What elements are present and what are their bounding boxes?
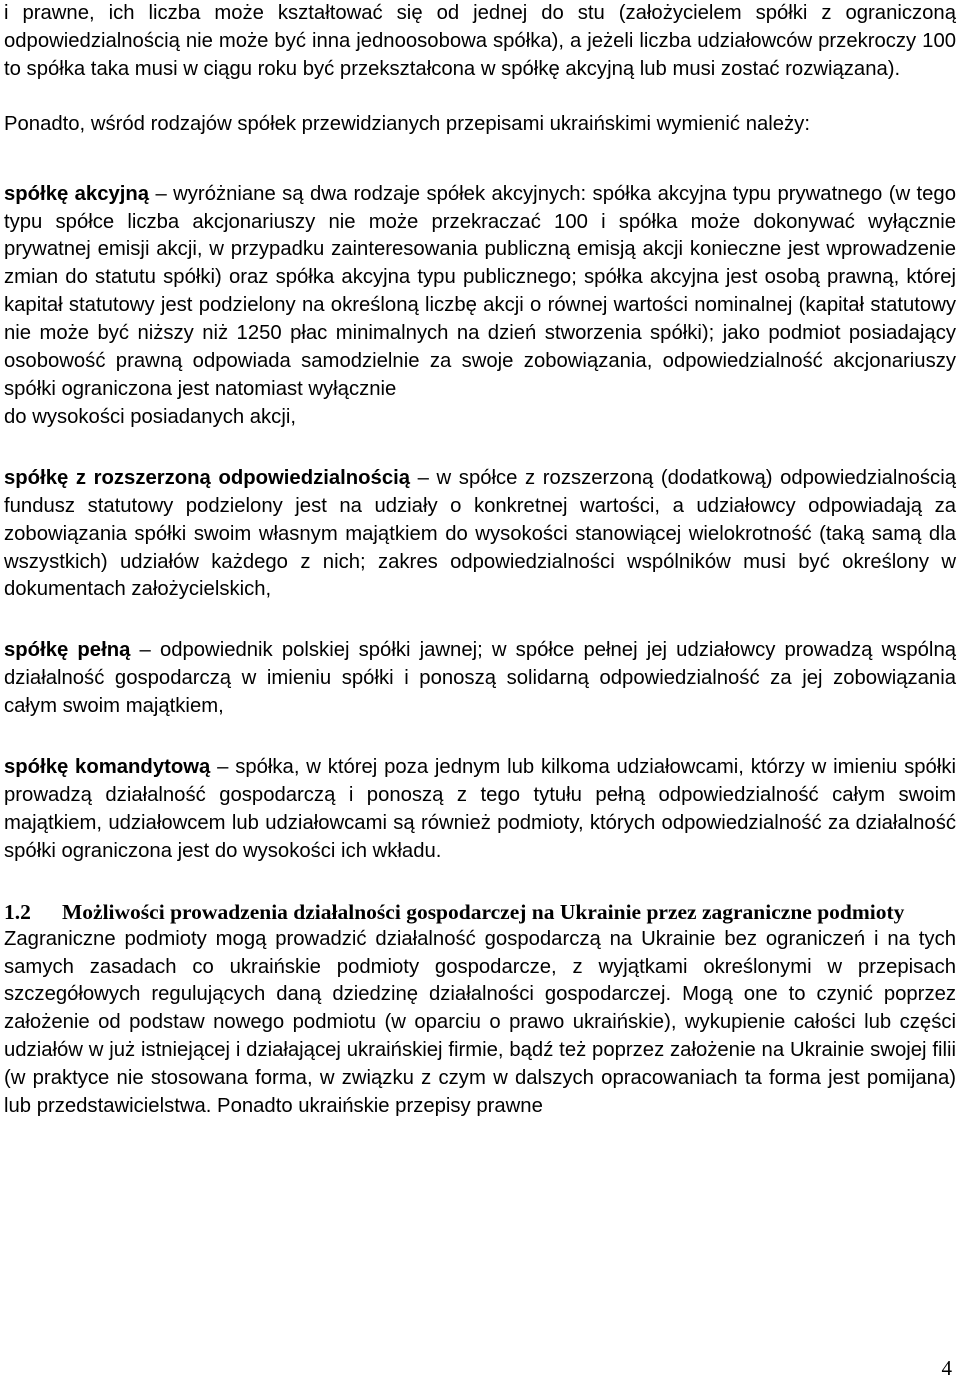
document-page bbox=[4, 0, 956, 1121]
description-spolka-akcyjna: – wyróżniane są dwa rodzaje spółek akcyjnych: spółka akcyjna typu prywatnego (w tego typu spółce liczba akcjonariuszy nie może przekraczać 100 i spółka może dokonywać wyłącznie prywatnej emisji akcji, w przypadku zainteresowania publiczną emisją akcji konieczne jest wprowadzenie zmian do statutu spółki) oraz spółka akcyjna typu publicznego; spółka akcyjna jest osobą prawną, której kapitał statutowy jest podzielony na określoną liczbę akcji o równej wartości nominalnej (kapitał statutowy nie może być niższy niż 1250 płac minimalnych na dzień stworzenia spółki); jako podmiot posiadający osobowość prawną odpowiada samodzielnie za swoje zobowiązania, odpowiedzialność akcjonariuszy spółki ograniczona jest natomiast wyłącznie bbox=[4, 182, 956, 400]
term-spolka-akcyjna: spółkę akcyjną bbox=[4, 182, 150, 205]
page-number: 4 bbox=[941, 1356, 952, 1380]
term-spolka-rozszerzona: spółkę z rozszerzoną odpowiedzialnością bbox=[4, 466, 411, 489]
list-item-spolka-rozszerzona bbox=[4, 465, 956, 605]
term-spolka-komandytowa: spółkę komandytową bbox=[4, 756, 211, 779]
paragraph-intro: i prawne, ich liczba może kształtować się od jednej do stu (założycielem spółki z ograniczoną odpowiedzialnością nie może być inna jednoosobowa spółka), a jeżeli liczba udziałowców przekroczy 100 to spółka taka musi w ciągu roku być przekształcona w spółkę akcyjną lub musi zostać rozwiązana). bbox=[4, 2, 956, 80]
section-body: Zagraniczne podmioty mogą prowadzić działalność gospodarczą na Ukrainie bez ograniczeń i na tych samych zasadach co ukraińskie podmioty gospodarcze, z wyjątkami określonymi w przepisach szczegółowych regulujących daną dziedzinę działalności gospodarczej. Mogą one to czynić poprzez założenie od podstaw nowego podmiotu (w oparciu o prawo ukraińskie), wykupienie całości lub części udziałów w już istniejącej i działającej ukraińskiej firmie, bądź też poprzez założenie na Ukrainie swojej filii (w praktyce nie stosowana forma, w związku z czym w dalszych opracowaniach ta forma jest pomijana) lub przedstawicielstwa. Ponadto ukraińskie przepisy prawne bbox=[4, 927, 956, 1118]
section-heading bbox=[4, 899, 956, 926]
description-spolka-rozszerzona: – w spółce z rozszerzoną (dodatkową) odpowiedzialnością fundusz statutowy podzielony jest na udziały o konkretnej wartości, a udziałowcy odpowiadają za zobowiązania spółki swoim własnym majątkiem do wysokości stanowiącej wielokrotność (taką samą dla wszystkich) udziałów każdego z nich; zakres odpowiedzialności wspólników musi być określony w dokumentach założycielskich, bbox=[4, 466, 956, 601]
description-spolka-pelna: – odpowiednik polskiej spółki jawnej; w spółce pełnej jej udziałowcy prowadzą wspólną działalność gospodarczą w imieniu spółki i ponoszą solidarną odpowiedzialność za jej zobowiązania całym swoim majątkiem, bbox=[4, 639, 957, 718]
paragraph-types-lead: Ponadto, wśród rodzajów spółek przewidzianych przepisami ukraińskimi wymienić należy: bbox=[4, 112, 810, 135]
description-spolka-komandytowa: – spółka, w której poza jednym lub kilkoma udziałowcami, którzy w imieniu spółki prowadzą działalność gospodarczą i ponoszą z tego tytułu pełną odpowiedzialność całym swoim majątkiem, udziałowcem lub udziałowcami są również podmioty, których odpowiedzialność za działalność spółki ograniczona jest do wysokości ich wkładu. bbox=[4, 756, 956, 862]
list-item-spolka-komandytowa bbox=[4, 754, 956, 866]
list-item-spolka-akcyjna bbox=[4, 181, 956, 404]
term-spolka-pelna: spółkę pełną bbox=[4, 639, 131, 662]
description-spolka-akcyjna-tail: do wysokości posiadanych akcji, bbox=[4, 405, 296, 428]
section-title: Możliwości prowadzenia działalności gospodarczej na Ukrainie przez zagraniczne podmioty bbox=[62, 899, 905, 924]
section-number: 1.2 bbox=[4, 899, 31, 924]
list-item-spolka-pelna bbox=[4, 637, 956, 721]
